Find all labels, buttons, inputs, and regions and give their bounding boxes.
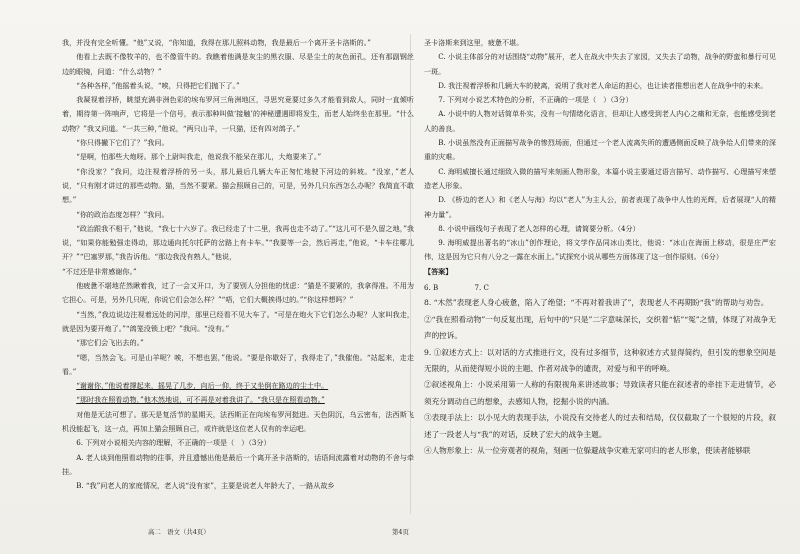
story-paragraph: “你没家？”我问，边注视着浮桥的另一头，那儿最后几辆大车正匆忙地驶下河边的斜坡。“没家，”老人说，“只有刚才讲过的那些动物。猫，当然不要紧。猫会照顾自己的，可是，另外几只东西怎么办呢？我简直不敢想。” bbox=[62, 166, 414, 205]
right-column bbox=[424, 36, 776, 459]
story-paragraph: “当然，”我边说边注视着远处的河岸，那里已经看不见大车了。“可是在炮火下它们怎么办呢？人家叫我走，就是因为要开炮了。”“鸽笼没锁上吧？”我问。“没有。” bbox=[62, 309, 414, 333]
question-paragraph: B. 小说虽然没有正面描写战争的惨烈场面，但通过一个老人流离失所的遭遇侧面反映了战争给人们带来的深重的灾难。 bbox=[424, 138, 776, 162]
answer-paragraph: ④人物形象上：从一位旁观者的视角，刻画一位躲避战争灾难无家可归的老人形象，使读者能够联 bbox=[424, 446, 751, 455]
story-paragraph: “政治跟我不相干，”他说，“我七十六岁了。我已经走了十二里，我再也走不动了。”“这儿可不是久留之地，”我说，“如果你能勉强走得动，那边通向托尔托萨的岔路上有卡车。”“我要等一会，然后再走，”他说，“卡车往哪儿开？”“巴塞罗那，”我告诉他。“那边我没有熟人，”他说， bbox=[62, 223, 414, 262]
footer-subject: 高二 语文（共4页） bbox=[148, 528, 210, 536]
story-paragraph: “不过还是非常感谢你。” bbox=[62, 266, 137, 276]
story-paragraph: “你只得撇下它们了？”我问。 bbox=[76, 138, 169, 148]
answers-title: 【答案】 bbox=[424, 266, 453, 276]
question-paragraph: C. 海明威擅长通过细致入微的描写来刻画人物形象，本篇小说主要通过语言描写、动作描写、心理描写来塑造老人形象。 bbox=[424, 166, 776, 190]
story-paragraph: 他疲惫不堪地茫然瞅着我，过了一会又开口，为了要别人分担他的忧虑：“猫是不要紧的，我拿得准。不用为它担心。可是，另外几只呢，你说它们会怎么样？”“唔，它们大概挨得过的。”“你这样想吗？” bbox=[62, 281, 414, 305]
story-paragraph: “那它们会飞出去的。” bbox=[76, 338, 144, 348]
story-paragraph: 对他是无法可想了。那天是复活节的星期天，法西斯正在向埃布罗河挺进。天色阴沉，乌云密布，法西斯飞机没能起飞，这一点，再加上猫会照顾自己，或许就是这位老人仅有的幸运吧。 bbox=[62, 409, 414, 434]
question-paragraph: 8. 小说中画线句子表现了老人怎样的心理，请简要分析。（4分） bbox=[438, 223, 640, 233]
answer-paragraph: 9. ①叙述方式上：以对话的方式推进行文，没有过多细节，这种叙述方式显得简约，但引发的想象空间是无限的，从而使得短小说的主题、作者对战争的谴责，对爱与和平的呼唤。 bbox=[424, 347, 776, 373]
question-paragraph: D. 《桥边的老人》和《老人与海》均以“老人”为主人公，前者表现了战争中人性的光辉，后者展现“人的精神力量”。 bbox=[424, 195, 776, 219]
answer-7: 7. C bbox=[474, 283, 489, 293]
story-paragraph: “是啊，怕那些大炮呀。那个上尉叫我走，他说我不能呆在那儿，大炮要来了。” bbox=[76, 152, 322, 162]
answers-short bbox=[424, 281, 776, 295]
question-paragraph: C. 小说主体部分的对话围绕“动物”展开，老人在战火中失去了家园，又失去了动物，战争的野蛮和暴行可见一斑。 bbox=[424, 52, 776, 76]
question-paragraph: D. 我注视着浮桥和几辆大车的驶离，说明了我对老人命运的担心，也让读者推想出老人在战争中的未来。 bbox=[438, 80, 768, 90]
story-paragraph: 他看上去既不像牧羊的，也不像管牛的。我瞧着他满是灰尘的黑衣服、尽是尘土的灰色面孔，还有那副钢丝边的眼镜，问道：“什么动物？” bbox=[62, 52, 414, 76]
story-paragraph: 我，并没有完全听懂。“他”又说，“你知道，我得在那儿照料动物，我是最后一个离开圣卡洛斯的。” bbox=[62, 38, 371, 47]
answer-paragraph: ②叙述视角上：小说采用第一人称的有限视角来讲述故事；导致读者只能在叙述者的牵挂下走进情节，必须充分调动自己的想象，去感知人物，挖掘小说的内涵。 bbox=[424, 380, 776, 406]
story-paragraph: 6. 下列对小说相关内容的理解，不正确的一项是（ ）（3分） bbox=[76, 438, 271, 448]
questions-7-9 bbox=[424, 36, 776, 265]
story-paragraph: “各种各样，”他摇着头说，“唉，只得把它们抛下了。” bbox=[76, 80, 240, 90]
answer-paragraph: ②“我在照看动物”一句反复出现，后句中的“只是”二字意味深长，交织着“惦”“冤”之情，体现了对战争无声的控诉。 bbox=[424, 314, 776, 341]
answer-paragraph: 8. “木然”表现老人身心疲惫，陷入了绝望；“不再对着我讲了”，表现老人不再期盼“我”的帮助与劝告。 bbox=[424, 298, 769, 308]
answer-6: 6. B bbox=[424, 283, 439, 293]
question-paragraph: 圣卡洛斯来到这里，疲惫不堪。 bbox=[424, 38, 524, 47]
story-paragraph: 我凝视着浮桥，眺望充满非洲色彩的埃布罗河三角洲地区，寻思究竟要过多久才能看到敌人，同时一直倾听着，期待第一阵响声，它将是一个信号，表示那种叫做‘接触’的神秘遭遇即将发生，而老人始终坐在那里。“什么动物？”我又问道。“一共三种，”他说，“两只山羊，一只猫，还有四对鸽子。” bbox=[62, 95, 414, 133]
story-paragraph: “谢谢你，”他说着撑起来，摇晃了几步，向后一仰，终于又坐倒在路边的尘土中。 bbox=[76, 381, 329, 391]
story-paragraph: “那时我在照看动物，”他木然地说，可不再是对着我讲了。“我只是在照看动物。” bbox=[76, 395, 325, 405]
question-paragraph: 9. 海明威提出著名的“冰山”创作理论，将文学作品同冰山类比，他说：“冰山在海面上移动，很是庄严宏伟，这是因为它只有八分之一露在水面上。”试探究小说从哪些方面体现了这一创作原则。（6分） bbox=[424, 238, 776, 262]
question-paragraph: 7. 下列对小说艺术特色的分析，不正确的一项是（ ）（3分） bbox=[438, 95, 633, 105]
answers-long bbox=[424, 295, 776, 459]
story-paragraph: A. 老人谈到他照看动物的往事，并且遗憾出他是最后一个离开圣卡洛斯的，话语间流露着对动物的不舍与牵挂。 bbox=[62, 452, 414, 476]
answer-paragraph: ③表现手法上：以小见大的表现手法，小说没有交待老人的过去和结局，仅仅截取了一个很短的片段，叙述了一段老人与“我”的对话，反映了宏大的战争主题。 bbox=[424, 413, 776, 439]
question-paragraph: A. 小说中的人物对话简单朴实，没有一句情绪化语言，但却让人感受到老人内心之痛和无奈，也能感受到老人的善良。 bbox=[424, 109, 776, 133]
left-column bbox=[62, 36, 414, 494]
story-paragraph: “嗯，当然会飞。可是山羊呢？唉，不想也罢，”他说。“要是你歇好了，我得走了，”我催他。“站起来，走走看。” bbox=[62, 352, 414, 376]
story-paragraph: B. “我”问老人的家庭情况，老人说“没有家”，主要是说老人年龄大了，一路从故乡 bbox=[76, 481, 335, 491]
story-paragraph: “你的政治态度怎样？”我问。 bbox=[76, 209, 169, 219]
footer-page-number: 第4页 bbox=[392, 528, 409, 536]
